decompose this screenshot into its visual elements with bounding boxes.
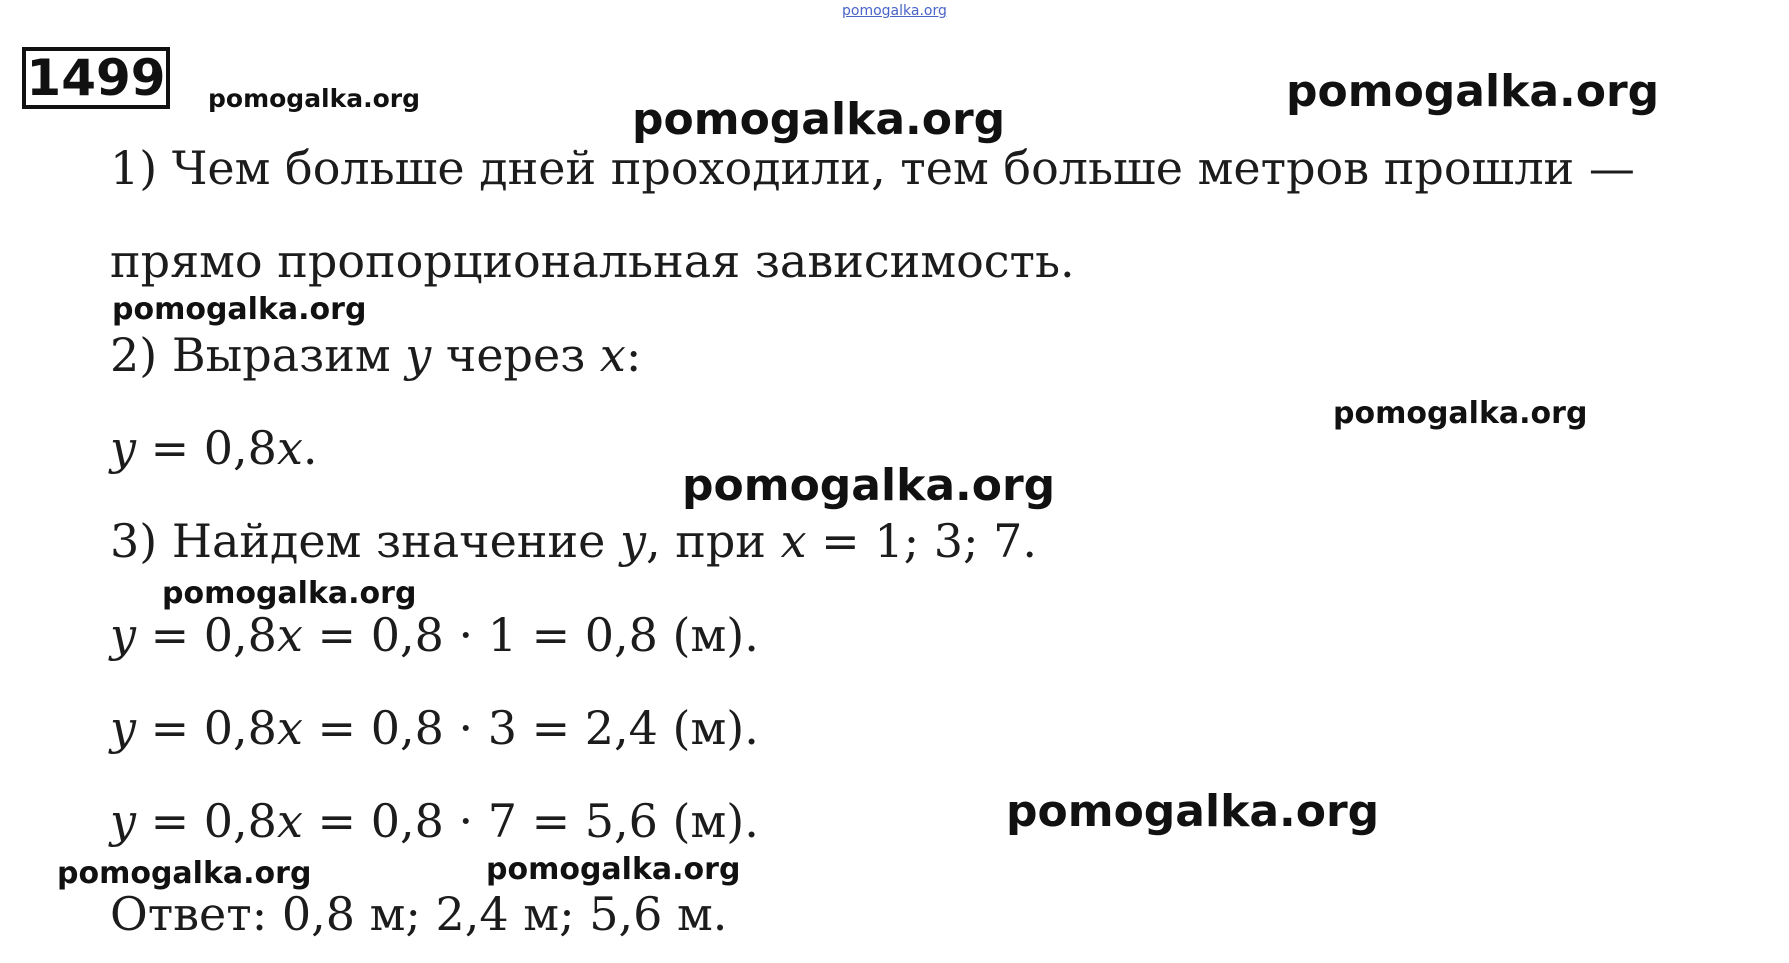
solution-line-5: 3) Найдем значение y, при x = 1; 3; 7. <box>110 514 1037 568</box>
solution-line-3: 2) Выразим y через x: <box>110 328 642 382</box>
formula-line-4: y = 0,8x. <box>110 421 318 475</box>
solution-line-2: прямо пропорциональная зависимость. <box>110 234 1075 288</box>
watermark: pomogalka.org <box>57 856 312 891</box>
watermark: pomogalka.org <box>1286 66 1660 117</box>
watermark-top-link[interactable]: pomogalka.org <box>842 3 947 19</box>
watermark: pomogalka.org <box>632 94 1006 145</box>
watermark: pomogalka.org <box>162 576 417 611</box>
watermark: pomogalka.org <box>486 852 741 887</box>
formula-line-7: y = 0,8x = 0,8 · 3 = 2,4 (м). <box>110 701 759 755</box>
watermark: pomogalka.org <box>208 84 421 113</box>
watermark: pomogalka.org <box>112 292 367 327</box>
watermark: pomogalka.org <box>682 460 1056 511</box>
formula-line-6: y = 0,8x = 0,8 · 1 = 0,8 (м). <box>110 608 759 662</box>
watermark: pomogalka.org <box>1006 786 1380 837</box>
solution-line-1: 1) Чем больше дней проходили, тем больше метров прошли — <box>110 141 1635 195</box>
formula-line-8: y = 0,8x = 0,8 · 7 = 5,6 (м). <box>110 794 759 848</box>
watermark: pomogalka.org <box>1333 396 1588 431</box>
answer-line: Ответ: 0,8 м; 2,4 м; 5,6 м. <box>110 887 728 941</box>
problem-number-badge: 1499 <box>22 47 170 109</box>
